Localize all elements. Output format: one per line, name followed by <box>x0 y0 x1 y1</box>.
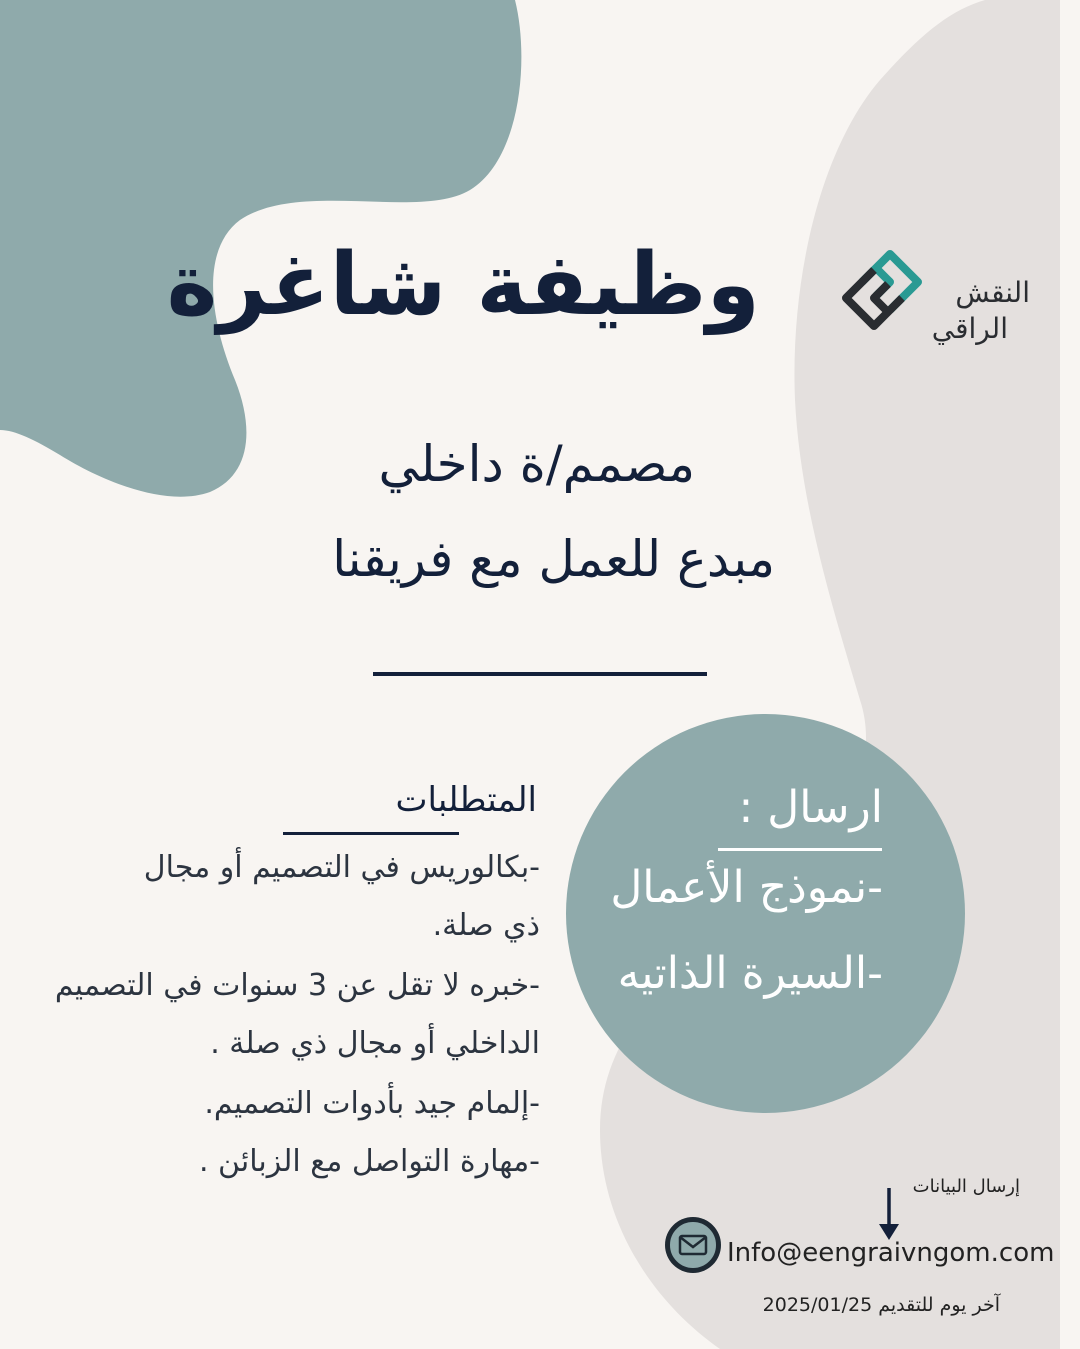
requirement-line: -خبره لا تقل عن 3 سنوات في التصميم <box>54 968 540 1003</box>
envelope-icon[interactable] <box>664 1216 722 1274</box>
requirement-line: ذي صلة. <box>432 908 540 943</box>
page-title: وظيفة شاغرة <box>166 235 760 335</box>
email-link[interactable]: Info@eengraivngom.com <box>727 1238 1055 1268</box>
logo-text-line-1: النقش <box>955 276 1030 309</box>
requirement-line: -بكالوريس في التصميم أو مجال <box>143 850 540 885</box>
requirements-heading: المتطلبات <box>395 780 537 820</box>
send-circle <box>566 714 965 1113</box>
requirement-line: -مهارة التواصل مع الزبائن . <box>198 1144 540 1179</box>
requirement-line: الداخلي أو مجال ذي صلة . <box>210 1026 540 1061</box>
send-data-label: إرسال البيانات <box>912 1176 1020 1197</box>
application-deadline: آخر يوم للتقديم 2025/01/25 <box>762 1294 1000 1316</box>
requirements-underline <box>283 832 459 835</box>
title-divider <box>373 672 707 676</box>
send-item: -نموذج الأعمال <box>610 862 883 913</box>
send-heading: ارسال : <box>738 782 883 833</box>
job-tagline: مبدع للعمل مع فريقنا <box>332 530 775 588</box>
logo-text-line-2: الراقي <box>931 312 1008 345</box>
job-title: مصمم/ة داخلي <box>378 435 695 493</box>
send-underline <box>718 848 882 851</box>
send-item: -السيرة الذاتيه <box>617 948 883 999</box>
requirement-line: -إلمام جيد بأدوات التصميم. <box>204 1086 540 1121</box>
interlocking-squares-logo <box>832 240 932 360</box>
arrow-down-icon <box>876 1188 902 1242</box>
